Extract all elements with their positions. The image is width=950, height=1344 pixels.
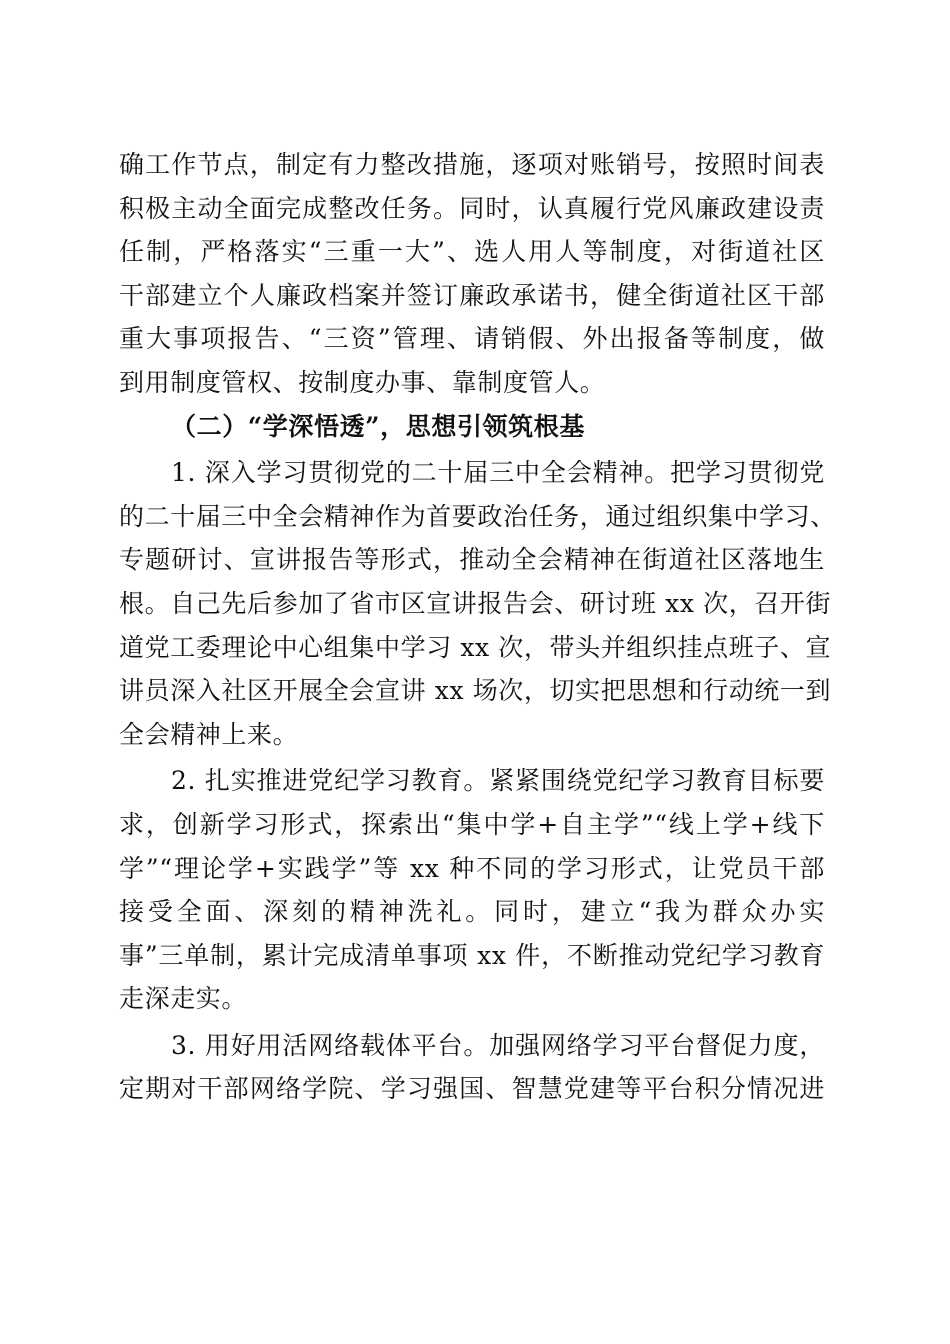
section-heading: （二）“学深悟透”，思想引领筑根基: [171, 411, 585, 441]
text-line: 道党工委理论中心组集中学习 xx 次，带头并组织挂点班子、宣: [119, 632, 832, 662]
text-line: 3. 用好用活网络载体平台。加强网络学习平台督促力度，: [171, 1030, 825, 1060]
text-line: 积极主动全面完成整改任务。同时，认真履行党风廉政建设责: [119, 193, 825, 223]
text-line: 根。自己先后参加了省市区宣讲报告会、研讨班 xx 次，召开街: [119, 588, 832, 618]
text-line: 干部建立个人廉政档案并签订廉政承诺书，健全街道社区干部: [119, 280, 825, 310]
text-line: 求，创新学习形式，探索出“集中学+自主学”“线上学+线下: [119, 809, 825, 839]
text-line: 接受全面、深刻的精神洗礼。同时，建立“我为群众办实: [119, 897, 825, 927]
text-line: 定期对干部网络学院、学习强国、智慧党建等平台积分情况进: [119, 1074, 825, 1104]
text-line: 讲员深入社区开展全会宣讲 xx 场次，切实把思想和行动统一到: [119, 676, 832, 706]
text-line: 全会精神上来。: [119, 719, 299, 749]
text-line: 确工作节点，制定有力整改措施，逐项对账销号，按照时间表: [119, 150, 825, 179]
text-line: 2. 扎实推进党纪学习教育。紧紧围绕党纪学习教育目标要: [171, 766, 825, 796]
text-line: 走深走实。: [119, 984, 248, 1014]
text-line: 事”三单制，累计完成清单事项 xx 件，不断推动党纪学习教育: [119, 940, 825, 970]
text-line: 任制，严格落实“三重一大”、选人用人等制度，对街道社区: [119, 237, 825, 267]
text-line: 1. 深入学习贯彻党的二十届三中全会精神。把学习贯彻党: [171, 458, 825, 488]
text-line: 重大事项报告、“三资”管理、请销假、外出报备等制度，做: [119, 324, 825, 354]
text-line: 学”“理论学+实践学”等 xx 种不同的学习形式，让党员干部: [119, 853, 825, 883]
paragraph-item-2: [119, 759, 825, 1021]
text-line: 的二十届三中全会精神作为首要政治任务，通过组织集中学习、: [119, 501, 836, 531]
paragraph-rectification: [119, 143, 825, 405]
paragraph-item-1: [119, 451, 836, 756]
text-line: 到用制度管权、按制度办事、靠制度管人。: [119, 367, 606, 397]
text-line: 专题研讨、宣讲报告等形式，推动全会精神在街道社区落地生: [119, 545, 825, 575]
document-body: [119, 143, 836, 1111]
paragraph-item-3: [119, 1024, 825, 1111]
